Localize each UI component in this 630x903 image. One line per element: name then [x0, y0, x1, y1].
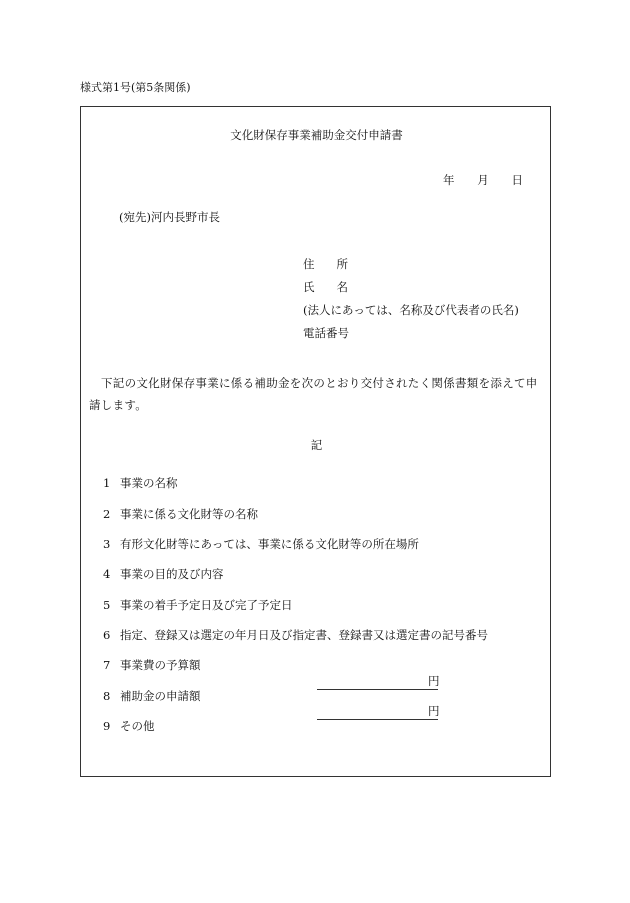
applicant-name-label: 氏 名: [303, 280, 348, 294]
item-3: 3 有形文化財等にあっては、事業に係る文化財等の所在場所: [103, 537, 419, 551]
budget-yen-unit: 円: [428, 674, 440, 688]
request-amount-underline: [317, 719, 438, 720]
form-title: 文化財保存事業補助金交付申請書: [230, 128, 403, 142]
application-statement: 下記の文化財保存事業に係る補助金を次のとおり交付されたく関係書類を添えて申請します。: [89, 376, 538, 412]
item-2: 2 事業に係る文化財等の名称: [103, 507, 258, 521]
date-month-label: 月: [477, 173, 489, 187]
ki-heading: 記: [310, 438, 323, 452]
item-1: 1 事業の名称: [103, 476, 178, 490]
applicant-phone-label: 電話番号: [303, 326, 349, 340]
item-7: 7 事業費の予算額: [103, 658, 201, 672]
request-yen-unit: 円: [428, 704, 440, 718]
applicant-corp-note: (法人にあっては、名称及び代表者の氏名): [303, 303, 519, 317]
date-year-label: 年: [443, 173, 455, 187]
form-frame: [80, 106, 551, 777]
addressee: (宛先)河内長野市長: [119, 210, 220, 224]
item-5: 5 事業の着手予定日及び完了予定日: [103, 598, 293, 612]
date-day-label: 日: [511, 173, 523, 187]
item-9: 9 その他: [103, 719, 155, 733]
form-number-label: 様式第1号(第5条関係): [80, 81, 191, 94]
applicant-block: [303, 258, 519, 350]
applicant-address-label: 住 所: [303, 257, 348, 271]
budget-amount-underline: [317, 689, 438, 690]
item-4: 4 事業の目的及び内容: [103, 567, 224, 581]
item-8: 8 補助金の申請額: [103, 689, 201, 703]
item-6: 6 指定、登録又は選定の年月日及び指定書、登録書又は選定書の記号番号: [103, 628, 488, 642]
date-line: [443, 174, 523, 188]
